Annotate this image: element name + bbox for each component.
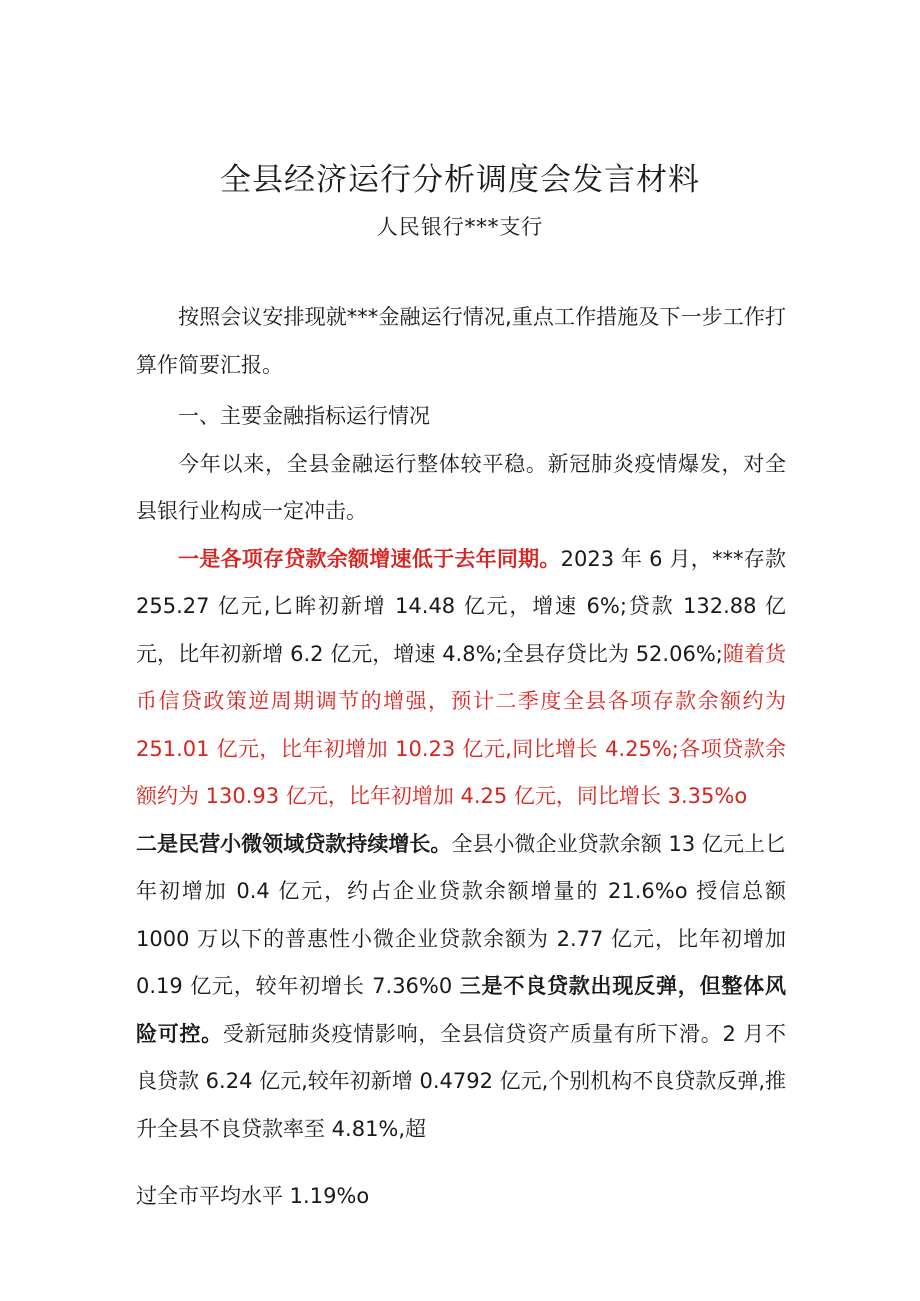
point-1-heading: 一是各项存贷款余额增速低于去年同期。 bbox=[178, 546, 561, 571]
point-1-paragraph bbox=[136, 536, 786, 821]
points-2-3-paragraph bbox=[136, 821, 786, 1154]
intro-paragraph: 按照会议安排现就***金融运行情况,重点工作措施及下一步工作打算作简要汇报。 bbox=[136, 305, 786, 377]
point-1-forecast: 随着货币信贷政策逆周期调节的增强，预计二季度全县各项存款余额约为 251.01 亿元，比年初增加 10.23 亿元,同比增长 4.25%;各项贷款余额约为 130.93 亿元，比年初增加 4.25 亿元，同比增长 3.35%o bbox=[136, 641, 787, 808]
tail-line: 过全市平均水平 1.19%o bbox=[136, 1184, 370, 1208]
document-title: 全县经济运行分析调度会发言材料 bbox=[220, 162, 700, 198]
point-1-text: 2023 年 6 月，***存款 255.27 亿元,匕眸初新增 14.48 亿元，增速 6%;贷款 132.88 亿元，比年初新增 6.2 亿元，增速 4.8%;全县存贷比为 52.06%; bbox=[136, 546, 786, 666]
overview-paragraph: 今年以来，全县金融运行整体较平稳。新冠肺炎疫情爆发，对全县银行业构成一定冲击。 bbox=[136, 451, 786, 523]
section-heading: 一、主要金融指标运行情况 bbox=[178, 404, 430, 428]
point-3-heading: 三是不良贷款出现反弹，但整体风险可控。 bbox=[136, 974, 786, 1046]
document-body bbox=[136, 294, 786, 1221]
point-2-heading: 二是民营小微领域贷款持续增长。 bbox=[136, 831, 452, 856]
point-3-text: 受新冠肺炎疫情影响，全县信贷资产质量有所下滑。2 月不良贷款 6.24 亿元,较年初新增 0.4792 亿元,个别机构不良贷款反弹,推升全县不良贷款率至 4.81%,超 bbox=[136, 1021, 786, 1141]
point-2-text: 全县小微企业贷款余额 13 亿元上匕年初增加 0.4 亿元，约占企业贷款余额增量的 21.6%o 授信总额 1000 万以下的普惠性小微企业贷款余额为 2.77 亿元，比年初增加 0.19 亿元，较年初增长 7.36%0 bbox=[136, 831, 787, 998]
document-subtitle: 人民银行***支行 bbox=[376, 215, 544, 239]
